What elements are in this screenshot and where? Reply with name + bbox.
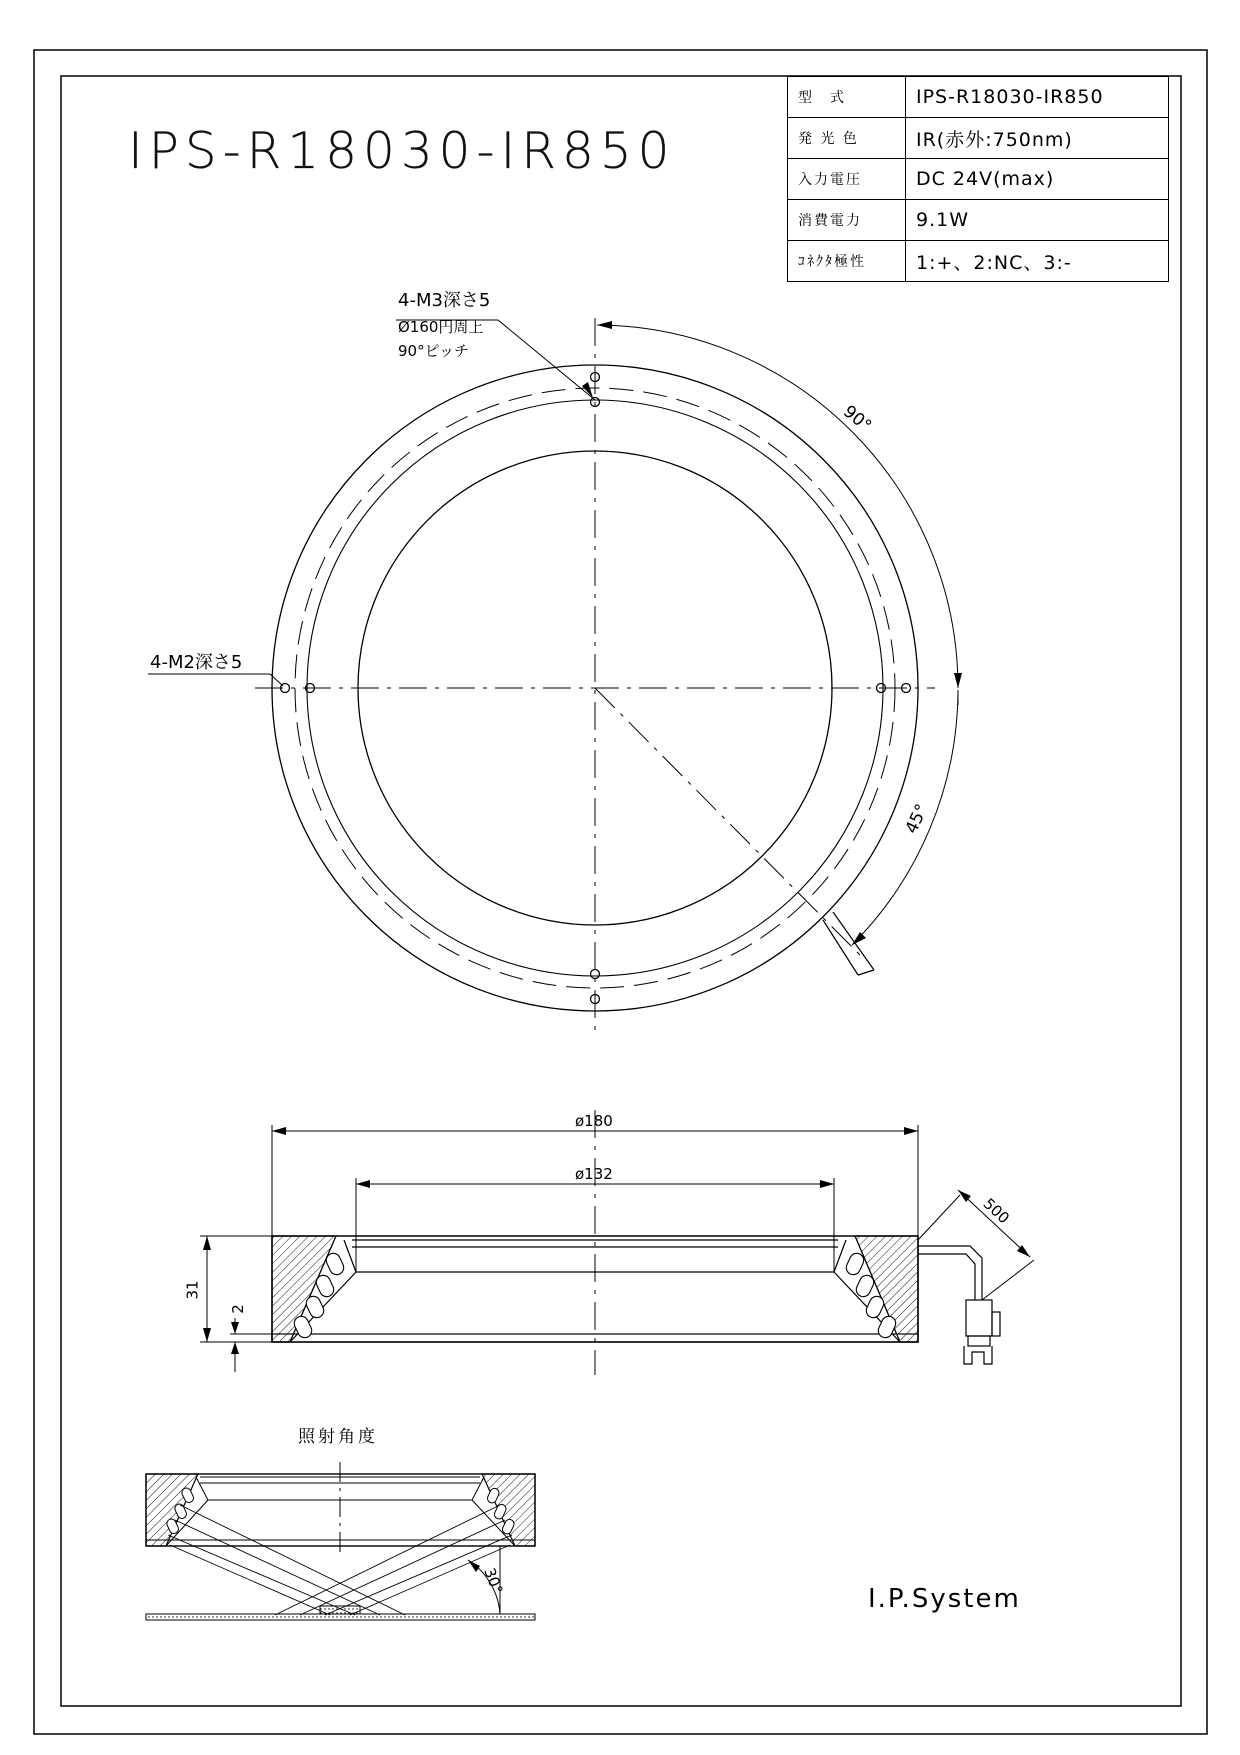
spec-key: 型 式 (788, 77, 906, 118)
spec-row (788, 77, 1169, 118)
top-view (148, 318, 962, 1030)
spec-value: DC 24V(max) (906, 159, 1169, 200)
m3-label-line2: Ø160円周上 (398, 318, 484, 336)
outer-border (34, 50, 1207, 1734)
angle-45-label: 45° (901, 801, 933, 837)
irradiation-title: 照射角度 (298, 1427, 378, 1447)
company-name: I.P.System (868, 1584, 1021, 1614)
spec-value: IPS-R18030-IR850 (906, 77, 1169, 118)
m2-label: 4-M2深さ5 (150, 652, 243, 673)
spec-row (788, 200, 1169, 241)
m3-label-line1: 4-M3深さ5 (398, 290, 491, 311)
dia-132-label: ø132 (575, 1165, 613, 1183)
drawing-title: IPS-R18030-IR850 (128, 122, 676, 180)
spec-row (788, 241, 1169, 282)
angle-90-label: 90° (839, 401, 876, 437)
spec-key: 消費電力 (788, 200, 906, 241)
m3-label-line3: 90°ピッチ (398, 342, 469, 360)
spec-table (787, 76, 1169, 282)
spec-value: 1:+、2:NC、3:- (906, 241, 1169, 282)
angle-30-label: 30° (480, 1565, 507, 1597)
cable-length-label: 500 (979, 1194, 1013, 1228)
spec-row (788, 118, 1169, 159)
height-2-label: 2 (228, 1304, 247, 1314)
irradiation-view (146, 1462, 535, 1620)
spec-key: 入力電圧 (788, 159, 906, 200)
spec-value: IR(赤外:750nm) (906, 118, 1169, 159)
spec-value: 9.1W (906, 200, 1169, 241)
height-31-label: 31 (183, 1280, 202, 1300)
spec-row (788, 159, 1169, 200)
spec-key: ｺﾈｸﾀ極性 (788, 241, 906, 282)
inner-border (61, 76, 1181, 1706)
dia-180-label: ø180 (575, 1112, 613, 1130)
side-section-view (200, 1110, 1034, 1375)
spec-key: 発 光 色 (788, 118, 906, 159)
